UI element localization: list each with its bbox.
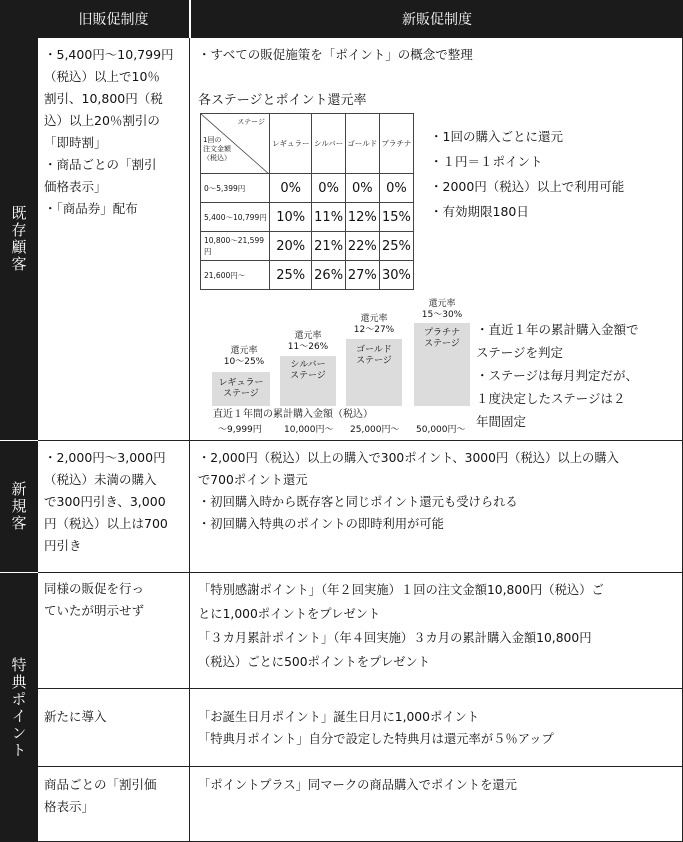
rate-cell: 22% — [345, 232, 379, 261]
row-label: 5,400～10,799円 — [201, 203, 270, 232]
table-row — [201, 174, 414, 203]
rate-cell: 0% — [312, 174, 345, 203]
new-customer-new-text: ・2,000円（税込）以上の購入で300ポイント、3000円（税込）以上の購入 で700ポイント還元 ・初回購入時から既存客と同じポイント還元も受けられる ・初回購入特典のポイントの即時利用が可能 — [198, 451, 619, 531]
section-perks: 特典ポイント — [0, 573, 38, 842]
stage-table-title: 各ステージとポイント還元率 — [198, 93, 367, 108]
stage-threshold: 25,000円～ — [350, 425, 400, 435]
section-existing: 既存顧客 — [0, 38, 38, 440]
header-new: 新販促制度 — [190, 0, 683, 38]
stage-name: レギュラー ステージ — [218, 378, 264, 399]
stage-threshold: ～9,999円 — [218, 425, 262, 435]
divider — [38, 766, 683, 767]
rate-cell: 20% — [270, 232, 312, 261]
col-header: プラチナ — [379, 114, 413, 174]
rate-cell: 25% — [379, 232, 413, 261]
divider — [38, 688, 683, 689]
rate-cell: 30% — [379, 261, 413, 290]
col-header: シルバー — [312, 114, 345, 174]
table-corner — [201, 114, 270, 174]
point-rule: ・2000円（税込）以上で利用可能 — [430, 179, 625, 194]
row-label: 10,800～21,599円 — [201, 232, 270, 261]
rate-cell: 25% — [270, 261, 312, 290]
stage-rate-table — [200, 113, 414, 290]
perks-row2-old: 新たに導入 — [44, 709, 107, 724]
perks-row1-old: 同様の販促を行っ ていたが明示せず — [44, 581, 145, 618]
stage-rate: 還元率 10～25% — [223, 346, 265, 367]
stage-rate: 還元率 11～26% — [287, 331, 329, 352]
stage-rules: ・直近１年の累計購入金額で ステージを判定 ・ステージは毎月判定だが、 １度決定したステージは２ 年間固定 — [476, 322, 639, 429]
point-rule: ・有効期限180日 — [430, 204, 529, 219]
col-header: レギュラー — [270, 114, 312, 174]
new-customer-old-text: ・2,000円～3,000円 （税込）未満の購入 で300円引き、3,000 円（税込）以上は700 円引き — [44, 450, 168, 553]
stage-name: ゴールド ステージ — [356, 345, 392, 366]
axis-label: 直近１年間の累計購入金額（税込） — [213, 409, 373, 420]
divider — [38, 572, 683, 573]
stage-rate: 還元率 15～30% — [421, 299, 463, 320]
stage-threshold: 10,000円～ — [284, 425, 334, 435]
rate-cell: 21% — [312, 232, 345, 261]
row-label: 21,600円～ — [201, 261, 270, 290]
rate-cell: 15% — [379, 203, 413, 232]
point-rule: ・1回の購入ごとに還元 — [430, 129, 563, 144]
rate-cell: 12% — [345, 203, 379, 232]
point-rule: ・１円＝１ポイント — [430, 154, 543, 169]
rate-cell: 27% — [345, 261, 379, 290]
stage-threshold: 50,000円～ — [416, 425, 466, 435]
rate-cell: 0% — [270, 174, 312, 203]
existing-new-intro: ・すべての販促施策を「ポイント」の概念で整理 — [198, 47, 473, 62]
stage-name: プラチナ ステージ — [423, 328, 460, 349]
stage-rate: 還元率 12～27% — [353, 314, 395, 335]
corner-stage-label: ステージ — [237, 118, 265, 126]
stage-name: シルバー ステージ — [290, 360, 326, 381]
col-header: ゴールド — [345, 114, 379, 174]
perks-row3-new: 「ポイントプラス」同マークの商品購入でポイントを還元 — [198, 778, 517, 792]
row-label: 0～5,399円 — [201, 174, 270, 203]
corner-amount-label: 1回の 注文金額 （税込） — [203, 136, 231, 162]
table-row — [201, 232, 414, 261]
section-new-customer: 新規客 — [0, 441, 38, 572]
rate-cell: 0% — [379, 174, 413, 203]
rate-cell: 26% — [312, 261, 345, 290]
table-row — [201, 203, 414, 232]
rate-cell: 0% — [345, 174, 379, 203]
divider — [38, 440, 683, 441]
header-old: 旧販促制度 — [38, 0, 189, 38]
rate-cell: 11% — [312, 203, 345, 232]
table-row — [201, 261, 414, 290]
existing-old-text: ・5,400円～10,799円 （税込）以上で10％ 割引、10,800円（税 込）以上20％割引の 「即時割」 ・商品ごとの「割引 価格表示」 ・「商品券」配布 — [44, 47, 174, 216]
rate-cell: 10% — [270, 203, 312, 232]
perks-row2-new: 「お誕生日月ポイント」誕生日月に1,000ポイント 「特典月ポイント」自分で設定した特典月は還元率が５％アップ — [198, 710, 554, 746]
perks-row3-old: 商品ごとの「割引価 格表示」 — [44, 777, 157, 814]
header-corner — [0, 0, 38, 38]
perks-row1-new: 「特別感謝ポイント」（年２回実施）１回の注文金額10,800円（税込）ご とに1,000ポイントをプレゼント 「３カ月累計ポイント」（年４回実施）３カ月の累計購入金額10,800円 （税込）ごとに500ポイントをプレゼント — [198, 583, 604, 669]
point-rules-list — [430, 124, 680, 224]
